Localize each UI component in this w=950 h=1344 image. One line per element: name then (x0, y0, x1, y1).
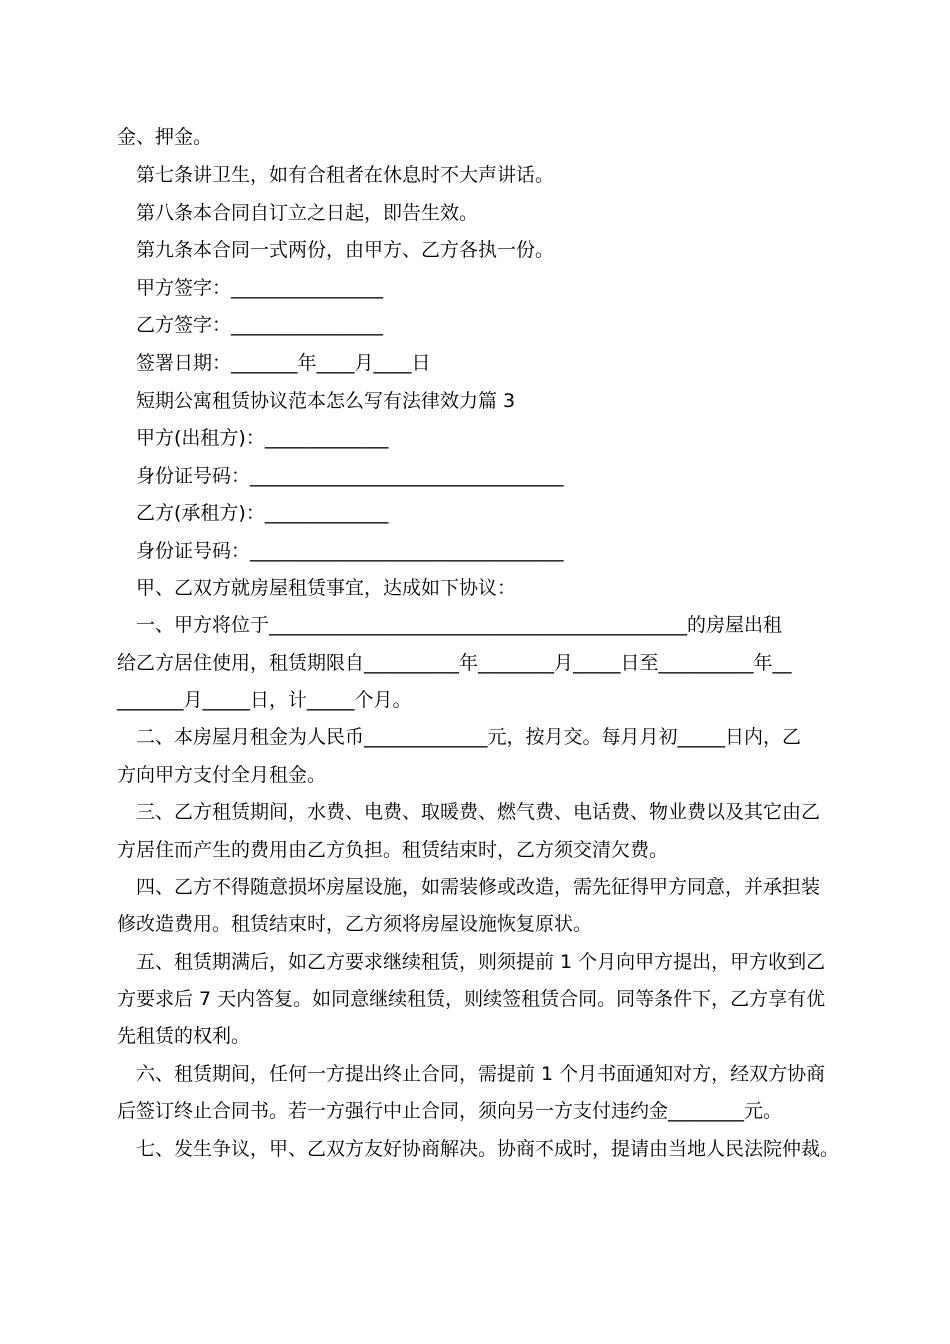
clause-line: 七、发生争议，甲、乙双方友好协商解决。协商不成时，提请由当地人民法院仲裁。 (136, 1138, 840, 1160)
clause-line: _______月_____日，计_____个月。 (117, 689, 412, 711)
text-line: 第九条本合同一式两份，由甲方、乙方各执一份。 (136, 239, 555, 261)
clause-line: 四、乙方不得随意损坏房屋设施，如需装修或改造，需先征得甲方同意，并承担装 (136, 876, 821, 898)
clause-line: 六、租赁期间，任何一方提出终止合同，需提前 1 个月书面通知对方，经双方协商 (136, 1063, 826, 1085)
party-b-line: 乙方(承租方)：_____________ (136, 502, 389, 524)
clause-line: 三、乙方租赁期间，水费、电费、取暖费、燃气费、电话费、物业费以及其它由乙 (136, 801, 821, 823)
text-line: 金、押金。 (117, 126, 213, 148)
agreement-intro: 甲、乙双方就房屋租赁事宜，达成如下协议： (136, 577, 517, 599)
text-line: 第七条讲卫生，如有合租者在休息时不大声讲话。 (136, 164, 555, 186)
clause-line: 方要求后 7 天内答复。如同意继续租赁，则续签租赁合同。同等条件下，乙方享有优 (117, 988, 826, 1010)
clause-line: 给乙方居住使用，租赁期限自__________年________月_____日至__________年__ (117, 652, 792, 674)
clause-line: 方向甲方支付全月租金。 (117, 764, 327, 786)
signing-date-line: 签署日期：_______年____月____日 (136, 352, 431, 374)
text-line: 第八条本合同自订立之日起，即告生效。 (136, 202, 479, 224)
clause-line: 修改造费用。租赁结束时，乙方须将房屋设施恢复原状。 (117, 913, 593, 935)
clause-line: 二、本房屋月租金为人民币_____________元，按月交。每月月初_____日内，乙 (136, 726, 802, 748)
clause-line: 先租赁的权利。 (117, 1025, 251, 1047)
id-number-line: 身份证号码：_________________________________ (136, 465, 564, 487)
signature-line-party-a: 甲方签字：________________ (136, 277, 384, 299)
clause-line: 后签订终止合同书。若一方强行中止合同，须向另一方支付违约金________元。 (117, 1100, 783, 1122)
section-title: 短期公寓租赁协议范本怎么写有法律效力篇 3 (136, 390, 516, 412)
clause-line: 方居住而产生的费用由乙方负担。租赁结束时，乙方须交清欠费。 (117, 839, 669, 861)
clause-line: 五、租赁期满后，如乙方要求继续租赁，则须提前 1 个月向甲方提出，甲方收到乙 (136, 951, 826, 973)
signature-line-party-b: 乙方签字：________________ (136, 314, 384, 336)
id-number-line: 身份证号码：_________________________________ (136, 540, 564, 562)
clause-line: 一、甲方将位于____________________________________________的房屋出租 (136, 614, 783, 636)
party-a-line: 甲方(出租方)：_____________ (136, 427, 389, 449)
